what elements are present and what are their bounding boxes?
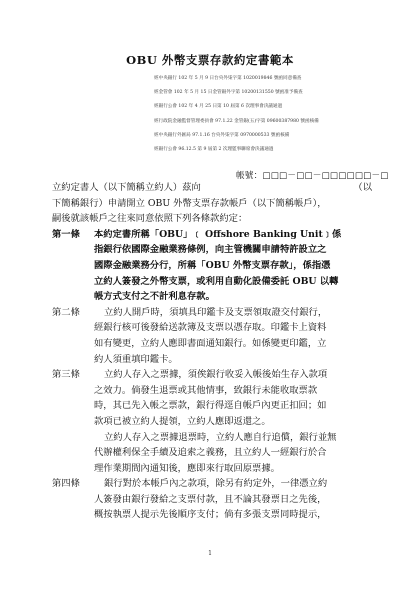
article-line: 理作業期間內通知後，應即來行取回原票據。 [94,462,280,474]
intro-line [52,196,372,212]
approval-line: 經銀行公會 96.12.5 第 9 屆第 2 次理監事聯席會決議通過 [154,146,274,152]
article [52,227,372,305]
page-number: 1 [208,550,212,557]
approval-line: 經金管會 102 年 5 月 15 日金管銀外字第 10200131550 號函准予備查 [154,90,303,96]
article-text [94,367,372,476]
article-text [94,227,372,305]
article-label: 第三條 [52,369,80,381]
document-title: OBU 外幣支票存款約定書範本 [126,53,294,67]
article-line: 銀行對於本帳戶內之款項，除另有約定外，一律憑立約 [104,478,328,490]
intro-line [52,211,372,227]
approval-notes [154,72,416,157]
intro-text: 嗣後就該帳戶之往來同意依照下列各條款約定： [52,213,248,225]
article-line: 經銀行核可後發給送款簿及支票以憑存取。印鑑卡上資料 [94,322,327,334]
article-text [94,476,372,523]
article-line: 本約定書所稱「OBU」﹝ Offshore Banking Unit﹞係 [94,228,342,240]
intro-paragraph [52,180,372,227]
article-line: 如有變更，立約人應即書面通知銀行。如係變更印鑑，立 [94,337,327,349]
article-line: 立約人簽發之外幣支票，或利用自動化設備委託 OBU 以轉 [94,275,339,287]
article-line: 指銀行依國際金融業務條例，向主管機關申請特許設立之 [94,244,327,256]
article-line: 時，其已先入帳之票款，銀行得逕自帳戶內更正扣回；如 [94,400,327,412]
articles-list [52,227,372,523]
intro-text: 下簡稱銀行）申請開立 OBU 外幣支票存款帳戶（以下簡稱帳戶）， [52,197,327,209]
article-line: 國際金融業務分行，所稱「OBU 外幣支票存款」，係指憑 [94,259,331,271]
article-text [94,305,372,367]
article-line: 約人須重填印鑑卡。 [94,353,178,365]
article-line: 之效力。倘發生退票或其他情事，致銀行未能收取票款 [94,384,318,396]
article-label: 第一條 [52,228,80,240]
article-label: 第二條 [52,306,80,318]
intro-text: 立約定書人（以下簡稱立約人）茲向 [52,182,201,193]
article-label: 第四條 [52,478,80,490]
article-line: 立約人存入之票據退票時，立約人應自行追償，銀行並無 [104,431,337,443]
approval-line: 經中央銀行外匯局 97.1.16 台央外柒字第 0970000533 號函核備 [154,132,290,138]
approval-line: 經行政院金融監督管理委員會 97.1.22 金管銀(五)字第 09600387980 號函核備 [154,118,319,124]
article-line: 概按執票人提示先後順序支付；倘有多張支票同時提示， [94,509,327,521]
article [52,367,372,476]
article-line: 代辦權利保全手續及追索之義務，且立約人一經銀行於合 [94,447,327,459]
approval-line: 經中央銀行 102 年 5 月 9 日台央外柒字第 1020019846 號函同意備查 [154,76,302,81]
article-line: 立約人存入之票據，須俟銀行收妥入帳後始生存入款項 [104,369,328,381]
intro-line [52,180,372,196]
article-line: 款項已被立約人提領，立約人應即返還之。 [94,415,271,427]
article [52,305,372,367]
article-line: 帳方式支付之不計利息存款。 [94,291,215,303]
article-line: 人簽發由銀行發給之支票付款，且不論其發票日之先後， [94,493,327,505]
agreement-body [52,180,372,523]
account-number-field: 帳號：□□□－□□－□□□□□□－□ [236,171,389,181]
approval-line: 經銀行公會 102 年 4 月 25 日第 10 屆第 6 次理事會決議通過 [154,104,283,110]
article [52,476,372,523]
article-line: 立約人開戶時，須填具印鑑卡及支票領取證交付銀行， [104,306,328,318]
intro-text: （以 [353,182,372,193]
